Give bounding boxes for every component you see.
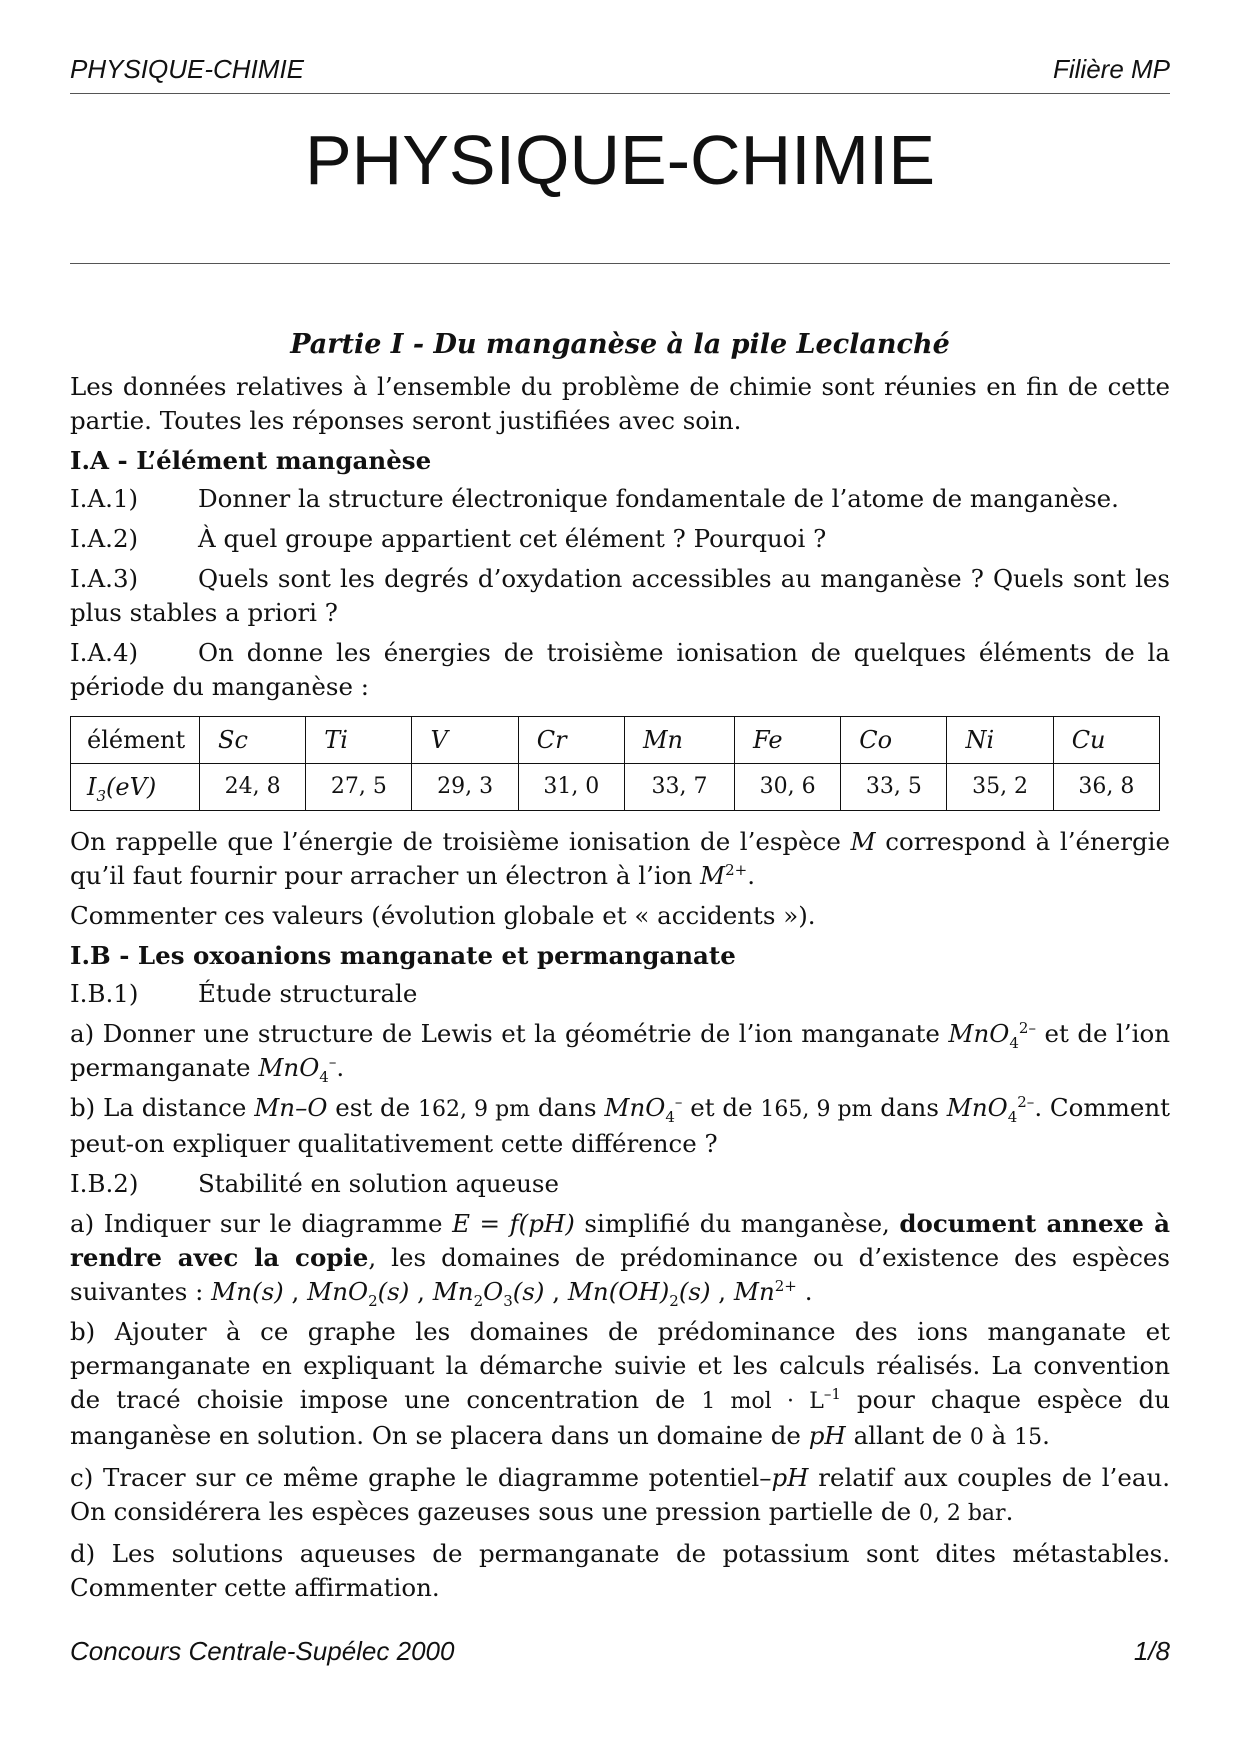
title-rule (70, 263, 1170, 264)
part-title: Partie I - Du manganèse à la pile Leclanché (290, 329, 950, 360)
question-ia3: I.A.3) Quels sont les degrés d’oxydation accessibles au manganèse ? Quels sont les plus stables a priori ? (70, 564, 1170, 627)
table-element: V (412, 717, 518, 764)
table-element: Ti (306, 717, 412, 764)
intro-paragraph: Les données relatives à l’ensemble du problème de chimie sont réunies en fin de cette partie. Toutes les réponses seront justifiées avec soin. (70, 372, 1170, 435)
table-element: Mn (624, 717, 734, 764)
question-ia2: I.A.2) À quel groupe appartient cet élément ? Pourquoi ? (70, 524, 827, 553)
question-ib2: I.B.2) Stabilité en solution aqueuse (70, 1169, 559, 1198)
table-value: 31, 0 (518, 764, 624, 811)
table-element: Fe (734, 717, 840, 764)
table-value: 27, 5 (306, 764, 412, 811)
table-value: 33, 5 (841, 764, 947, 811)
table-element: Cr (518, 717, 624, 764)
question-ib1b: b) La distance Mn–O est de 162, 9 pm dans MnO$_4$– et de 165, 9 pm dans MnO$_4^{2-}$. Comment peut-on expliquer qualitativement cette différence ? (70, 1092, 1171, 1158)
question-ib1a: a) Donner une structure de Lewis et la géométrie de l’ion manganate MnO$_4^{2-}$ et de l’ion permanganate MnO$_4$–. (70, 1018, 1171, 1086)
table-element: Co (841, 717, 947, 764)
question-ib1: I.B.1) Étude structurale (70, 979, 418, 1008)
page-footer (70, 1636, 1170, 1667)
section-a-title: I.A - L’élément manganèse (70, 446, 432, 475)
table-value: 29, 3 (412, 764, 518, 811)
question-ib2b: b) Ajouter à ce graphe les domaines de prédominance des ions manganate et permanganate en expliquant la démarche suivie et les calculs réalisés. La convention de tracé choisie impose une concentration de 1 mol · $L^{-1}$ pour chaque espèce du manganèse en solution. On se placera dans un domaine de pH allant de 0 à 15. (70, 1317, 1170, 1450)
page-title: PHYSIQUE-CHIMIE (304, 121, 936, 199)
header-subject: PHYSIQUE-CHIMIE (70, 54, 305, 84)
table-value-row (71, 764, 1160, 811)
page-header (70, 54, 1170, 85)
footer-page-number: 1/8 (1133, 1636, 1170, 1666)
question-ib2d: d) Les solutions aqueuses de permanganate de potassium sont dites métastables. Commenter cette affirmation. (70, 1539, 1170, 1602)
table-element: Sc (200, 717, 306, 764)
recall-paragraph: On rappelle que l’énergie de troisième ionisation de l’espèce M correspond à l’énergie qu’il faut fournir pour arracher un électron à l’ion $M^{2+}$. (70, 827, 1171, 890)
question-ia1: I.A.1) Donner la structure électronique fondamentale de l’atome de manganèse. (70, 484, 1119, 513)
table-header-row (71, 717, 1160, 764)
table-value: 36, 8 (1053, 764, 1159, 811)
table-element: Ni (947, 717, 1053, 764)
header-track: Filière MP (1052, 54, 1170, 84)
footer-contest: Concours Centrale-Supélec 2000 (70, 1636, 455, 1666)
question-ib2a: a) Indiquer sur le diagramme E = f(pH) simplifié du manganèse, document annexe à rendre avec la copie, les domaines de prédominance ou d’existence des espèces suivantes : Mn(s) , MnO$_2$(s) , $Mn_2O_3(s)$ , $Mn(OH)_2(s)$ , $Mn^{2+}$ . (70, 1209, 1171, 1310)
table-value: 30, 6 (734, 764, 840, 811)
table-header-label: élément (71, 717, 200, 764)
table-value: 24, 8 (200, 764, 306, 811)
table-value: 35, 2 (947, 764, 1053, 811)
comment-instruction: Commenter ces valeurs (évolution globale et « accidents »). (70, 901, 816, 930)
table-value: 33, 7 (624, 764, 734, 811)
question-ib2c: c) Tracer sur ce même graphe le diagramme potentiel–pH relatif aux couples de l’eau. On considérera les espèces gazeuses sous une pression partielle de 0, 2 bar. (70, 1463, 1171, 1526)
main-content (70, 328, 1170, 1611)
table-element: Cu (1053, 717, 1159, 764)
table-row-label: $I_3(eV)$ (71, 764, 200, 811)
section-b-title: I.B - Les oxoanions manganate et permanganate (70, 941, 736, 970)
ionization-table (70, 716, 1160, 811)
header-rule (70, 93, 1170, 94)
question-ia4: I.A.4) On donne les énergies de troisième ionisation de quelques éléments de la période du manganèse : (70, 638, 1170, 701)
